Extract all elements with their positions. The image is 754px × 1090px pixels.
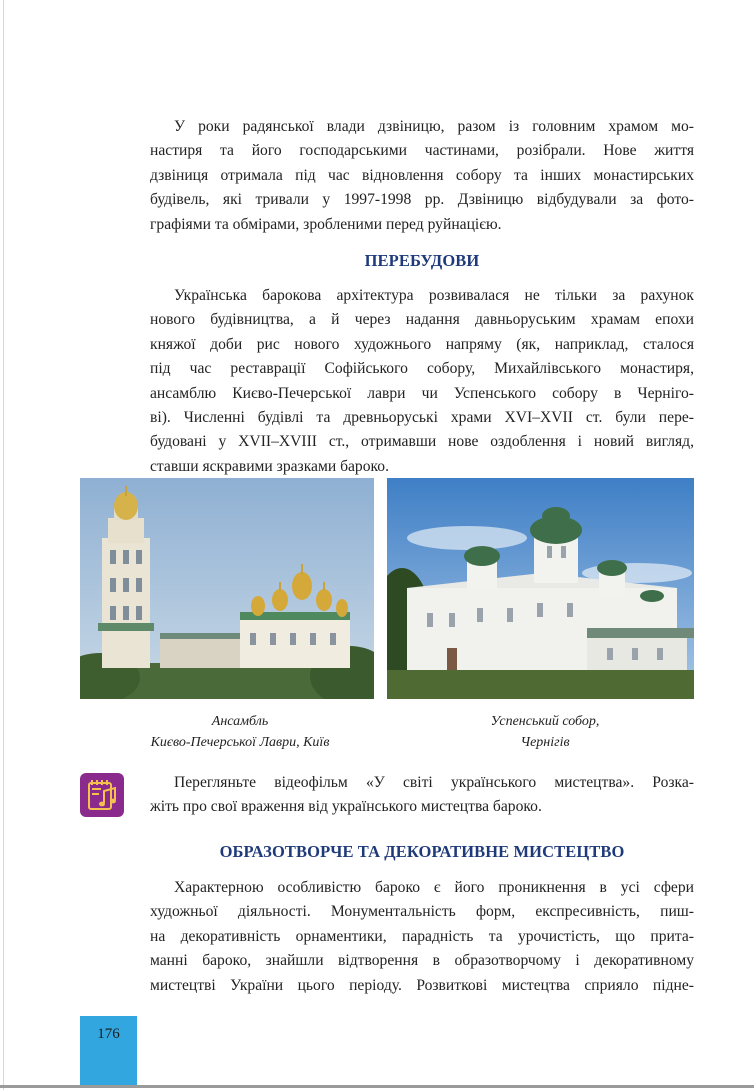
section-heading-rebuilding: ПЕРЕБУДОВИ [364, 251, 480, 270]
caption-line: Ансамбль [211, 714, 269, 729]
page-number-tab [80, 1016, 137, 1086]
caption-line: Києво-Печерської Лаври, Київ [150, 735, 330, 750]
text-line: настиря та його господарськими частинами, розібрали. Нове життя [150, 142, 694, 160]
text-line: манні бароко, знайшли відтворення в образотворчому і декоративному [150, 952, 694, 970]
text-line: дзвіниця отримала під час відновлення собору та інших монастирських [150, 166, 694, 184]
paragraph-rebuilding [150, 284, 694, 479]
text-line: під час реставрації Софійського собору, Михайлівського монастиря, [150, 360, 694, 378]
video-music-task-icon [80, 773, 124, 817]
text-line: Характерною особливістю бароко є його проникнення в усі сфери [174, 879, 694, 896]
task-text [150, 771, 694, 820]
photo-uspensky-cathedral-chernihiv [387, 478, 694, 699]
text-line: мистецтві України цього періоду. Розвиткові мистецтва сприяло підне- [150, 976, 694, 994]
page-number: 176 [97, 1026, 120, 1042]
page-edge-line [3, 0, 4, 1090]
caption-lavra [100, 711, 380, 753]
text-line: ві). Численні будівлі та древньоруські храми XVI–XVII ст. були пере- [150, 409, 694, 427]
paragraph-fine-art [150, 876, 694, 998]
text-line: Перегляньте відеофільм «У світі українського мистецтва». Розка- [174, 774, 694, 791]
section-heading-fine-decorative-art: ОБРАЗОТВОРЧЕ ТА ДЕКОРАТИВНЕ МИСТЕЦТВО [219, 842, 625, 861]
text-line: художньої діяльності. Монументальність форм, експресивність, пиш- [150, 903, 694, 921]
caption-uspensky [420, 711, 670, 753]
text-line: ставши яскравими зразками бароко. [150, 457, 390, 475]
text-line: нового будівництва, а й через надання давньоруським храмам епохи [150, 311, 694, 329]
text-line: будовані у XVII–XVIII ст., отримавши нове оздоблення і новий вигляд, [150, 433, 694, 451]
text-line: Українська барокова архітектура розвивалася не тільки за рахунок [174, 287, 694, 304]
caption-line: Успенський собор, [490, 714, 600, 729]
text-line: ансамблю Києво-Печерської лаври чи Успенського собору в Черніго- [150, 384, 694, 402]
text-line: на декоративність орнаментики, парадність та урочистість, що прита- [150, 927, 694, 945]
photo-kyiv-pechersk-lavra [80, 478, 374, 699]
paragraph-bell-tower [150, 115, 694, 237]
text-line: графіями та обмірами, зробленими перед руйнацією. [150, 215, 502, 233]
text-line: княжої доби рис нового художнього напряму (як, наприклад, сталося [150, 335, 694, 353]
bottom-border-line [0, 1085, 754, 1088]
text-line: будівель, які тривали у 1997-1998 рр. Дзвіницю відбудували за фото- [150, 191, 694, 209]
caption-line: Чернігів [520, 735, 570, 750]
text-line: жіть про свої враження від українського мистецтва бароко. [150, 798, 542, 816]
text-line: У роки радянської влади дзвіницю, разом із головним храмом мо- [174, 118, 694, 135]
